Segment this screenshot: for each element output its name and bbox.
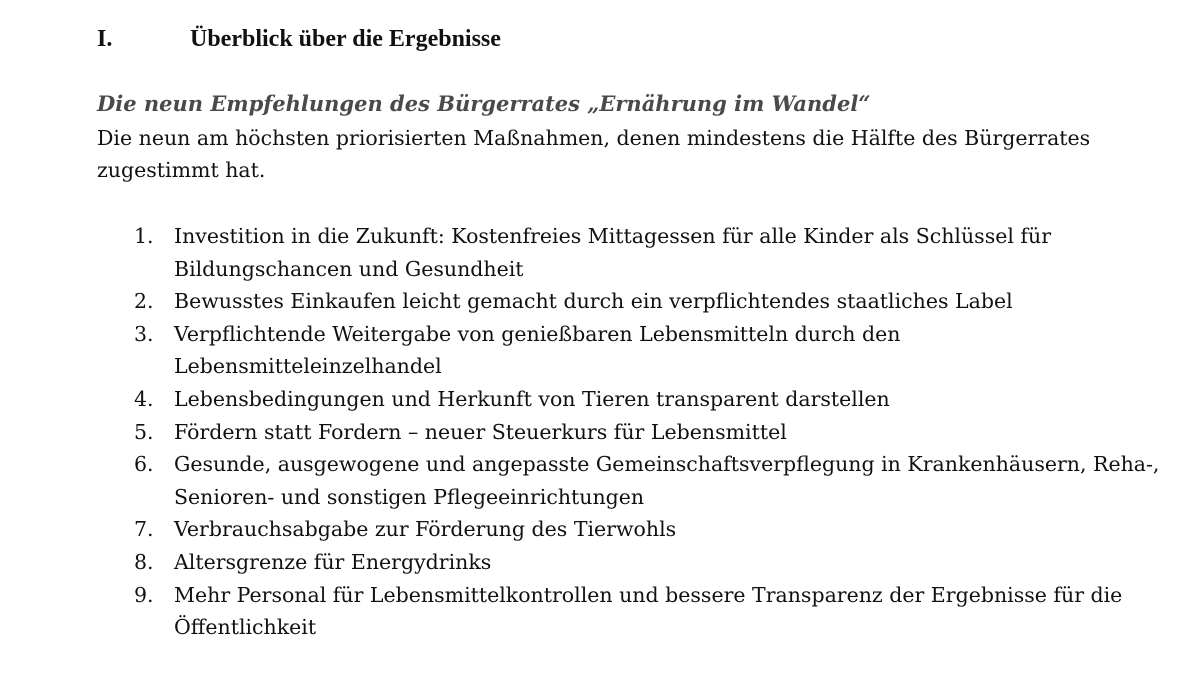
recommendation-item — [134, 416, 1174, 449]
recommendation-item — [134, 448, 1174, 513]
recommendation-number: 7. — [134, 517, 154, 542]
section-title: Überblick über die Ergebnisse — [190, 26, 501, 52]
recommendation-text: Altersgrenze für Energydrinks — [174, 549, 492, 574]
section-number: I. — [97, 26, 113, 52]
recommendation-item — [134, 546, 1174, 579]
recommendation-item — [134, 318, 1174, 383]
recommendation-number: 1. — [134, 224, 154, 248]
recommendation-number: 4. — [134, 386, 154, 411]
recommendation-number: 6. — [134, 452, 154, 477]
recommendation-item — [134, 383, 1174, 416]
recommendation-number: 3. — [134, 321, 154, 346]
recommendation-text: Verbrauchsabgabe zur Förderung des Tierwohls — [174, 517, 677, 542]
recommendation-item — [134, 220, 1174, 285]
intro-paragraph: Die neun am höchsten priorisierten Maßnahmen, denen mindestens die Hälfte des Bürgerrates zugestimmt hat. — [97, 126, 1091, 182]
recommendations-subtitle: Die neun Empfehlungen des Bürgerrates „Ernährung im Wandel“ — [97, 91, 871, 116]
recommendation-item — [134, 513, 1174, 546]
recommendations-list — [134, 220, 1174, 644]
recommendation-text: Bewusstes Einkaufen leicht gemacht durch ein verpflichtendes staatliches Label — [174, 289, 1013, 314]
recommendation-number: 2. — [134, 289, 154, 314]
recommendation-number: 8. — [134, 549, 154, 574]
recommendation-text: Gesunde, ausgewogene und angepasste Gemeinschaftsverpflegung in Krankenhäusern, Reha-, Senioren- und sonstigen Pflegeeinrichtungen — [174, 452, 1160, 509]
recommendation-text: Investition in die Zukunft: Kostenfreies Mittagessen für alle Kinder als Schlüssel für Bildungschancen und Gesundheit — [174, 224, 1052, 281]
recommendation-item — [134, 579, 1174, 644]
recommendation-text: Lebensbedingungen und Herkunft von Tieren transparent darstellen — [174, 386, 890, 411]
section-heading — [97, 24, 501, 54]
recommendation-text: Fördern statt Fordern – neuer Steuerkurs für Lebensmittel — [174, 419, 787, 444]
recommendation-text: Mehr Personal für Lebensmittelkontrollen und bessere Transparenz der Ergebnisse für die Öffentlichkeit — [174, 582, 1123, 640]
recommendation-text: Verpflichtende Weitergabe von genießbaren Lebensmitteln durch den Lebensmitteleinzelhandel — [174, 321, 901, 379]
recommendation-number: 9. — [134, 582, 154, 607]
recommendation-number: 5. — [134, 419, 154, 444]
recommendation-item — [134, 285, 1174, 318]
